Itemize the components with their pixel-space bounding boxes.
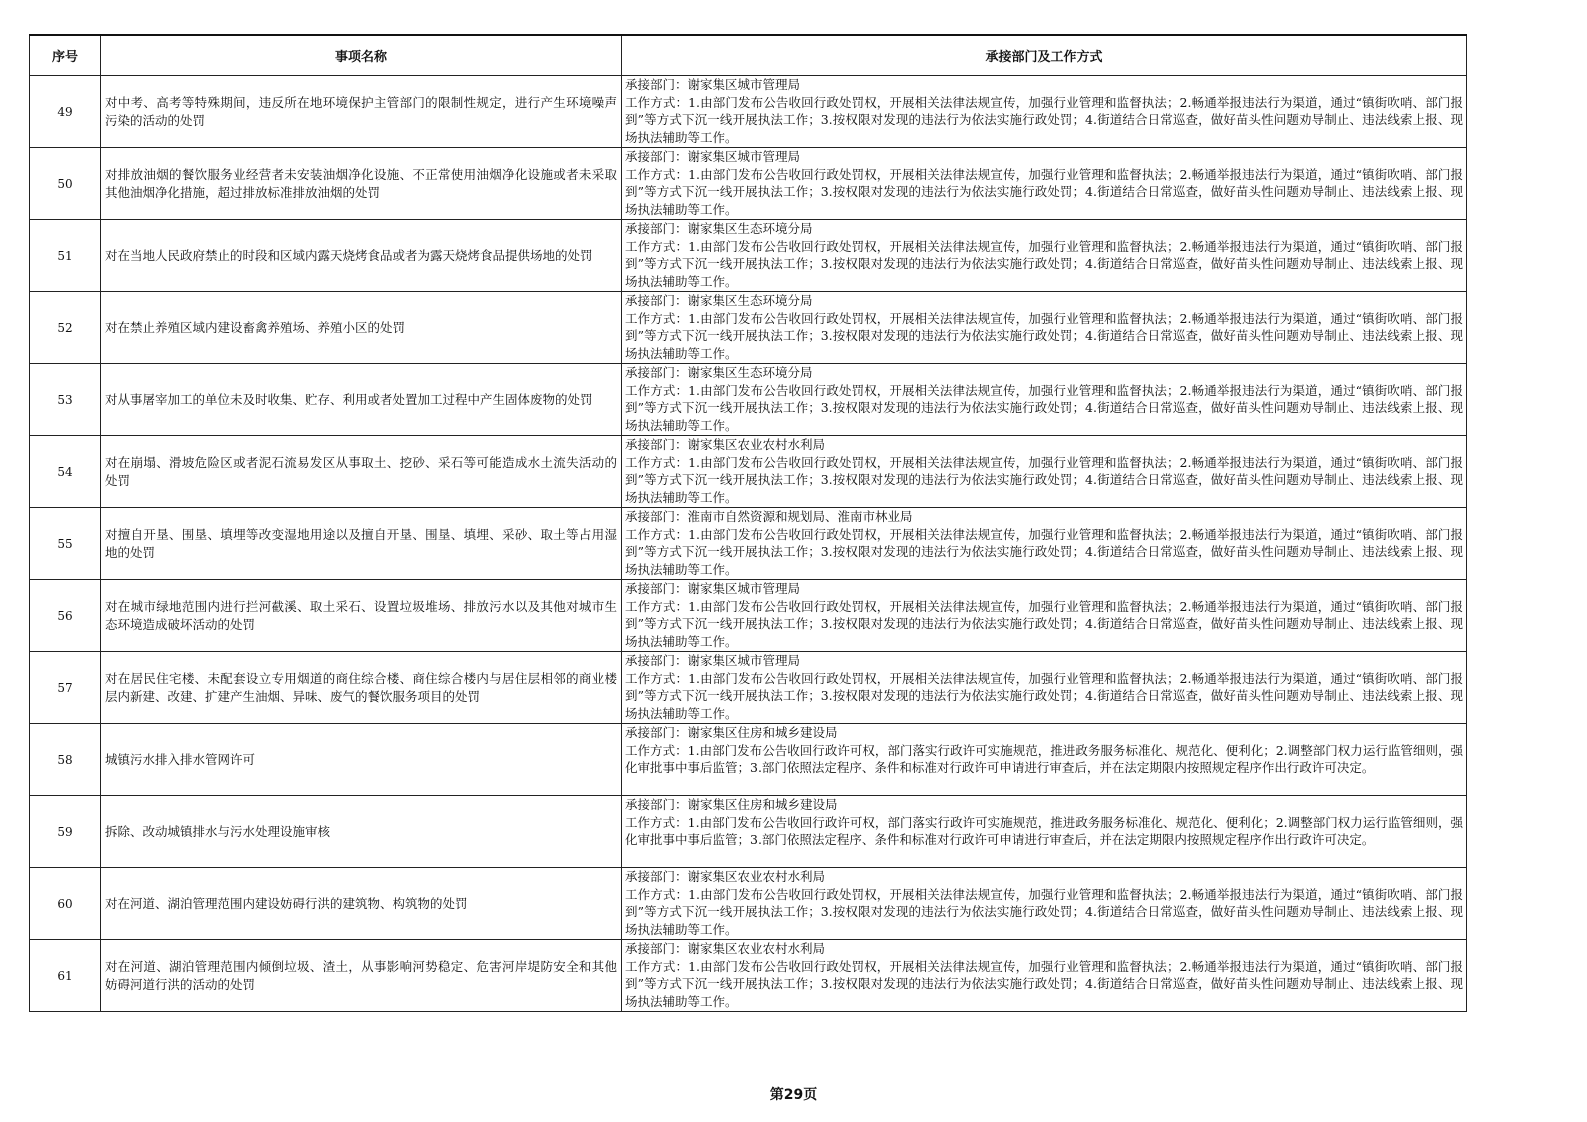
table-row [30,724,1467,796]
receiving-department: 承接部门：谢家集区生态环境分局 [625,365,813,380]
receiving-department: 承接部门：谢家集区城市管理局 [625,149,801,164]
row-number: 53 [30,364,101,436]
row-number: 50 [30,148,101,220]
row-number: 59 [30,796,101,868]
receiving-department: 承接部门：谢家集区住房和城乡建设局 [625,725,838,740]
table-row [30,436,1467,508]
receiving-department: 承接部门：谢家集区城市管理局 [625,77,801,92]
work-method: 工作方式：1.由部门发布公告收回行政处罚权，开展相关法律法规宣传，加强行业管理和监督执法；2.畅通举报违法行为渠道，通过“镇街吹哨、部门报到”等方式下沉一线开展执法工作；3.按权限对发现的违法行为依法实施行政处罚；4.街道结合日常巡查，做好苗头性问题劝导制止、违法线索上报、现场执法辅助等工作。 [625,310,1463,361]
dept-and-method-cell [622,220,1467,292]
table-body [30,76,1467,1012]
work-method: 工作方式：1.由部门发布公告收回行政处罚权，开展相关法律法规宣传，加强行业管理和监督执法；2.畅通举报违法行为渠道，通过“镇街吹哨、部门报到”等方式下沉一线开展执法工作；3.按权限对发现的违法行为依法实施行政处罚；4.街道结合日常巡查，做好苗头性问题劝导制止、违法线索上报、现场执法辅助等工作。 [625,382,1463,433]
item-name: 对在禁止养殖区域内建设畜禽养殖场、养殖小区的处罚 [101,292,622,364]
row-number: 54 [30,436,101,508]
table-row [30,940,1467,1012]
table-row [30,148,1467,220]
table-row [30,796,1467,868]
row-number: 61 [30,940,101,1012]
work-method: 工作方式：1.由部门发布公告收回行政处罚权，开展相关法律法规宣传，加强行业管理和监督执法；2.畅通举报违法行为渠道，通过“镇街吹哨、部门报到”等方式下沉一线开展执法工作；3.按权限对发现的违法行为依法实施行政处罚；4.街道结合日常巡查，做好苗头性问题劝导制止、违法线索上报、现场执法辅助等工作。 [625,526,1463,577]
item-name: 对在当地人民政府禁止的时段和区域内露天烧烤食品或者为露天烧烤食品提供场地的处罚 [101,220,622,292]
item-name: 对中考、高考等特殊期间，违反所在地环境保护主管部门的限制性规定，进行产生环境噪声污染的活动的处罚 [101,76,622,148]
work-method: 工作方式：1.由部门发布公告收回行政处罚权，开展相关法律法规宣传，加强行业管理和监督执法；2.畅通举报违法行为渠道，通过“镇街吹哨、部门报到”等方式下沉一线开展执法工作；3.按权限对发现的违法行为依法实施行政处罚；4.街道结合日常巡查，做好苗头性问题劝导制止、违法线索上报、现场执法辅助等工作。 [625,670,1463,721]
item-name: 对擅自开垦、围垦、填埋等改变湿地用途以及擅自开垦、围垦、填埋、采砂、取土等占用湿地的处罚 [101,508,622,580]
work-method: 工作方式：1.由部门发布公告收回行政处罚权，开展相关法律法规宣传，加强行业管理和监督执法；2.畅通举报违法行为渠道，通过“镇街吹哨、部门报到”等方式下沉一线开展执法工作；3.按权限对发现的违法行为依法实施行政处罚；4.街道结合日常巡查，做好苗头性问题劝导制止、违法线索上报、现场执法辅助等工作。 [625,598,1463,649]
item-name: 城镇污水排入排水管网许可 [101,724,622,796]
work-method: 工作方式：1.由部门发布公告收回行政处罚权，开展相关法律法规宣传，加强行业管理和监督执法；2.畅通举报违法行为渠道，通过“镇街吹哨、部门报到”等方式下沉一线开展执法工作；3.按权限对发现的违法行为依法实施行政处罚；4.街道结合日常巡查，做好苗头性问题劝导制止、违法线索上报、现场执法辅助等工作。 [625,454,1463,505]
row-number: 51 [30,220,101,292]
work-method: 工作方式：1.由部门发布公告收回行政处罚权，开展相关法律法规宣传，加强行业管理和监督执法；2.畅通举报违法行为渠道，通过“镇街吹哨、部门报到”等方式下沉一线开展执法工作；3.按权限对发现的违法行为依法实施行政处罚；4.街道结合日常巡查，做好苗头性问题劝导制止、违法线索上报、现场执法辅助等工作。 [625,94,1463,145]
receiving-department: 承接部门：淮南市自然资源和规划局、淮南市林业局 [625,509,913,524]
dept-and-method-cell [622,724,1467,796]
item-name: 对在居民住宅楼、未配套设立专用烟道的商住综合楼、商住综合楼内与居住层相邻的商业楼层内新建、改建、扩建产生油烟、异味、废气的餐饮服务项目的处罚 [101,652,622,724]
work-method: 工作方式：1.由部门发布公告收回行政处罚权，开展相关法律法规宣传，加强行业管理和监督执法；2.畅通举报违法行为渠道，通过“镇街吹哨、部门报到”等方式下沉一线开展执法工作；3.按权限对发现的违法行为依法实施行政处罚；4.街道结合日常巡查，做好苗头性问题劝导制止、违法线索上报、现场执法辅助等工作。 [625,958,1463,1009]
row-number: 55 [30,508,101,580]
dept-and-method-cell [622,148,1467,220]
header-dept-method: 承接部门及工作方式 [622,35,1467,76]
work-method: 工作方式：1.由部门发布公告收回行政处罚权，开展相关法律法规宣传，加强行业管理和监督执法；2.畅通举报违法行为渠道，通过“镇街吹哨、部门报到”等方式下沉一线开展执法工作；3.按权限对发现的违法行为依法实施行政处罚；4.街道结合日常巡查，做好苗头性问题劝导制止、违法线索上报、现场执法辅助等工作。 [625,886,1463,937]
dept-and-method-cell [622,364,1467,436]
table-row [30,580,1467,652]
dept-and-method-cell [622,436,1467,508]
dept-and-method-cell [622,292,1467,364]
row-number: 56 [30,580,101,652]
receiving-department: 承接部门：谢家集区生态环境分局 [625,293,813,308]
dept-and-method-cell [622,580,1467,652]
dept-and-method-cell [622,652,1467,724]
receiving-department: 承接部门：谢家集区住房和城乡建设局 [625,797,838,812]
table-row [30,868,1467,940]
row-number: 49 [30,76,101,148]
table-header-row [30,35,1467,76]
item-name: 对在河道、湖泊管理范围内建设妨碍行洪的建筑物、构筑物的处罚 [101,868,622,940]
item-name: 对在崩塌、滑坡危险区或者泥石流易发区从事取土、挖砂、采石等可能造成水土流失活动的处罚 [101,436,622,508]
work-method: 工作方式：1.由部门发布公告收回行政许可权，部门落实行政许可实施规范，推进政务服务标准化、规范化、便利化；2.调整部门权力运行监管细则，强化审批事中事后监管；3.部门依照法定程序、条件和标准对行政许可申请进行审查后，并在法定期限内按照规定程序作出行政许可决定。 [625,742,1463,776]
table-row [30,508,1467,580]
row-number: 52 [30,292,101,364]
row-number: 58 [30,724,101,796]
table-row [30,364,1467,436]
work-method: 工作方式：1.由部门发布公告收回行政许可权，部门落实行政许可实施规范，推进政务服务标准化、规范化、便利化；2.调整部门权力运行监管细则，强化审批事中事后监管；3.部门依照法定程序、条件和标准对行政许可申请进行审查后，并在法定期限内按照规定程序作出行政许可决定。 [625,814,1463,848]
row-number: 57 [30,652,101,724]
page-number: 第29页 [769,1087,818,1103]
table-row [30,220,1467,292]
dept-and-method-cell [622,940,1467,1012]
receiving-department: 承接部门：谢家集区城市管理局 [625,581,801,596]
work-method: 工作方式：1.由部门发布公告收回行政处罚权，开展相关法律法规宣传，加强行业管理和监督执法；2.畅通举报违法行为渠道，通过“镇街吹哨、部门报到”等方式下沉一线开展执法工作；3.按权限对发现的违法行为依法实施行政处罚；4.街道结合日常巡查，做好苗头性问题劝导制止、违法线索上报、现场执法辅助等工作。 [625,166,1463,217]
table-row [30,76,1467,148]
table-row [30,292,1467,364]
dept-and-method-cell [622,796,1467,868]
item-name: 对从事屠宰加工的单位未及时收集、贮存、利用或者处置加工过程中产生固体废物的处罚 [101,364,622,436]
items-table [29,34,1467,1012]
header-item-name: 事项名称 [101,35,622,76]
dept-and-method-cell [622,868,1467,940]
item-name: 拆除、改动城镇排水与污水处理设施审核 [101,796,622,868]
receiving-department: 承接部门：谢家集区农业农村水利局 [625,437,826,452]
receiving-department: 承接部门：谢家集区农业农村水利局 [625,869,826,884]
work-method: 工作方式：1.由部门发布公告收回行政处罚权，开展相关法律法规宣传，加强行业管理和监督执法；2.畅通举报违法行为渠道，通过“镇街吹哨、部门报到”等方式下沉一线开展执法工作；3.按权限对发现的违法行为依法实施行政处罚；4.街道结合日常巡查，做好苗头性问题劝导制止、违法线索上报、现场执法辅助等工作。 [625,238,1463,289]
receiving-department: 承接部门：谢家集区农业农村水利局 [625,941,826,956]
receiving-department: 承接部门：谢家集区城市管理局 [625,653,801,668]
row-number: 60 [30,868,101,940]
dept-and-method-cell [622,76,1467,148]
table-row [30,652,1467,724]
item-name: 对在城市绿地范围内进行拦河截溪、取土采石、设置垃圾堆场、排放污水以及其他对城市生态环境造成破坏活动的处罚 [101,580,622,652]
item-name: 对在河道、湖泊管理范围内倾倒垃圾、渣土，从事影响河势稳定、危害河岸堤防安全和其他妨碍河道行洪的活动的处罚 [101,940,622,1012]
dept-and-method-cell [622,508,1467,580]
receiving-department: 承接部门：谢家集区生态环境分局 [625,221,813,236]
item-name: 对排放油烟的餐饮服务业经营者未安装油烟净化设施、不正常使用油烟净化设施或者未采取其他油烟净化措施，超过排放标准排放油烟的处罚 [101,148,622,220]
header-seq: 序号 [30,35,101,76]
